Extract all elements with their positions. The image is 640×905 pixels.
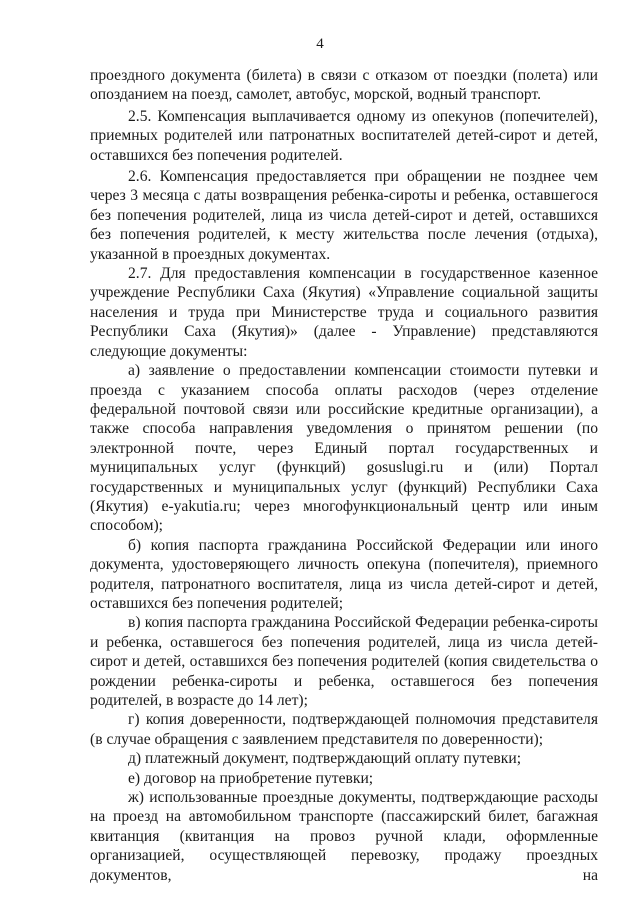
list-item-d: д) платежный документ, подтверждающий оплату путевки; [128,750,522,768]
list-item-zh: ж) использованные проездные документы, подтверждающие расходы на проезд на автомобильном транспорте (пассажирский билет, багажная квитанция (квитанция на провоз ручной клади, оформленные организацией, осуществляющей перевозку, продажу проездных документов, на [90,789,598,884]
paragraph-continuation: проездного документа (билета) в связи с отказом от поездки (полета) или опозданием на поезд, самолет, автобус, морской, водный транспорт. [90,67,598,104]
list-item-a: а) заявление о предоставлении компенсации стоимости путевки и проезда с указанием способа оплаты расходов (через отделение федеральной почтовой связи или российские кредитные организации), а также способа направления уведомления о принятом решении (по электронной почте, через Единый портал государственных и муниципальных услуг (функций) gosuslugi.ru и (или) Портал государственных и муниципальных услуг (функций) Республики Саха (Якутия) e-yakutia.ru; через многофункциональный центр или иным способом); [90,362,598,535]
page-number: 4 [316,36,324,52]
list-item-e: е) договор на приобретение путевки; [128,769,374,787]
list-item-v: в) копия паспорта гражданина Российской Федерации ребенка-сироты и ребенка, оставшегося без попечения родителей, лица из числа детей-сирот и детей, оставшихся без попечения родителей (копия свидетельства о рождении ребенка-сироты и ребенка, оставшегося без попечения родителей, в возрасте до 14 лет); [90,614,598,709]
list-item-b: б) копия паспорта гражданина Российской Федерации или иного документа, удостоверяющего личность опекуна (попечителя), приемного родителя, патронатного воспитателя, лица из числа детей-сирот и детей, оставшихся без попечения родителей; [90,536,598,612]
paragraph-2-7: 2.7. Для предоставления компенсации в государственное казенное учреждение Республики Саха (Якутия) «Управление социальной защиты населения и труда при Министерстве труда и социального развития Республики Саха (Якутия)» (далее - Управление) представляются следующие документы: [90,265,598,360]
paragraph-2-6: 2.6. Компенсация предоставляется при обращении не позднее чем через 3 месяца с даты возвращения ребенка-сироты и ребенка, оставшегося без попечения родителей, лица из числа детей-сирот и детей, оставшихся без попечения родителей, к месту жительства после лечения (отдыха), указанной в проездных документах. [90,168,598,263]
list-item-g: г) копия доверенности, подтверждающей полномочия представителя (в случае обращения с заявлением представителя по доверенности); [90,711,598,748]
document-body [90,66,598,885]
paragraph-2-5: 2.5. Компенсация выплачивается одному из опекунов (попечителей), приемных родителей или патронатных воспитателей детей-сирот и детей, оставшихся без попечения родителей. [90,107,598,164]
